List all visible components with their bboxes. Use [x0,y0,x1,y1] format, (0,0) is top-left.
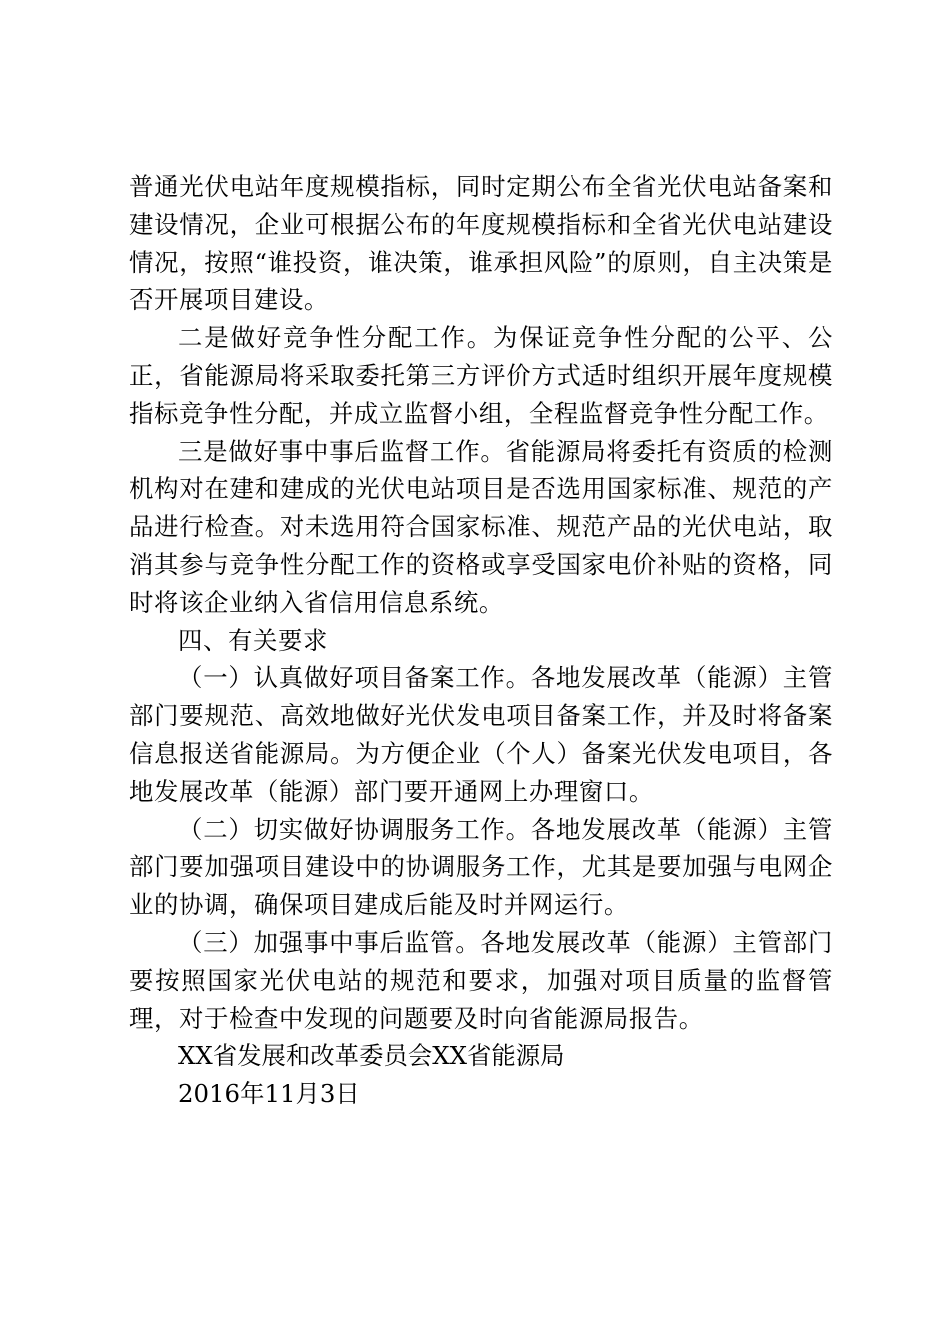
paragraph-competitive-allocation: 二是做好竞争性分配工作。为保证竞争性分配的公平、公正，省能源局将采取委托第三方评价方式适时组织开展年度规模指标竞争性分配，并成立监督小组，全程监督竞争性分配工作。 [129,323,833,428]
section-heading-requirements: 四、有关要求 [178,625,328,655]
paragraph-requirement-2: （二）切实做好协调服务工作。各地发展改革（能源）主管部门要加强项目建设中的协调服务工作，尤其是要加强与电网企业的协调，确保项目建成后能及时并网运行。 [129,814,833,920]
paragraph-requirement-1: （一）认真做好项目备案工作。各地发展改革（能源）主管部门要规范、高效地做好光伏发电项目备案工作，并及时将备案信息报送省能源局。为方便企业（个人）备案光伏发电项目，各地发展改革（能源）部门要开通网上办理窗口。 [129,663,833,806]
signature-date: 2016年11月3日 [178,1079,360,1109]
document-page [129,168,833,1113]
paragraph-continuation: 普通光伏电站年度规模指标，同时定期公布全省光伏电站备案和建设情况，企业可根据公布的年度规模指标和全省光伏电站建设情况，按照“谁投资，谁决策，谁承担风险”的原则，自主决策是否开展项目建设。 [129,172,833,315]
paragraph-supervision: 三是做好事中事后监督工作。省能源局将委托有资质的检测机构对在建和建成的光伏电站项目是否选用国家标准、规范的产品进行检查。对未选用符合国家标准、规范产品的光伏电站，取消其参与竞争性分配工作的资格或享受国家电价补贴的资格，同时将该企业纳入省信用信息系统。 [129,436,833,617]
paragraph-requirement-3: （三）加强事中事后监管。各地发展改革（能源）主管部门要按照国家光伏电站的规范和要求，加强对项目质量的监督管理，对于检查中发现的问题要及时向省能源局报告。 [129,927,833,1033]
signature-issuer: XX省发展和改革委员会XX省能源局 [178,1041,565,1071]
